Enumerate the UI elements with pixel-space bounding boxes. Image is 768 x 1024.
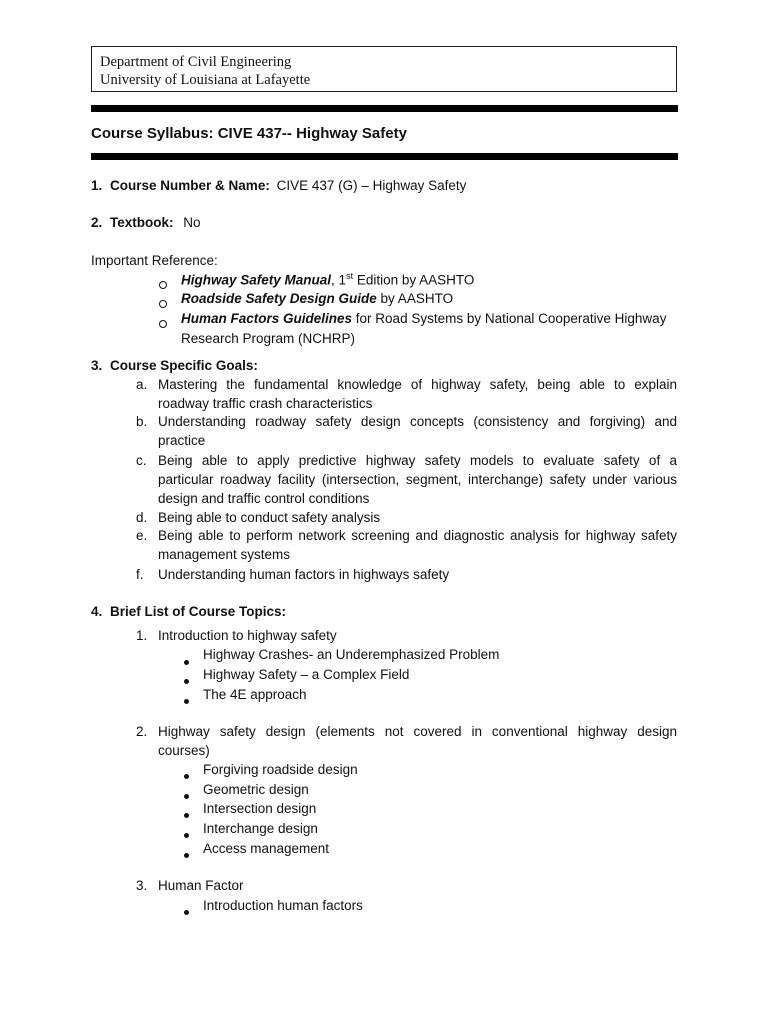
subtopic-item: Geometric design [203, 782, 309, 797]
circle-bullet-icon [159, 296, 167, 311]
goal-item: Mastering the fundamental knowledge of highway safety, being able to explain [158, 377, 677, 392]
top-rule [91, 105, 678, 112]
university-name: University of Louisiana at Lafayette [100, 72, 311, 88]
subtopic-item: Highway Crashes- an Underemphasized Problem [203, 647, 500, 662]
reference-item: Roadside Safety Design Guide by AASHTO [181, 291, 454, 306]
course-number-value: CIVE 437 (G) – Highway Safety [276, 178, 467, 193]
course-number-label: Course Number & Name [110, 178, 266, 193]
goal-letter: a. [136, 377, 148, 392]
goal-item: Understanding roadway safety design concepts (consistency and forgiving) and [158, 414, 677, 429]
goal-item: Being able to apply predictive highway safety models to evaluate safety of a [158, 453, 677, 468]
bullet-icon [184, 672, 189, 687]
course-number-section: 1. Course Number & Name: CIVE 437 (G) – Highway Safety [91, 178, 467, 193]
goal-item: Being able to perform network screening and diagnostic analysis for highway safety [158, 528, 677, 543]
bullet-icon [184, 653, 189, 668]
goal-item: Being able to conduct safety analysis [158, 510, 381, 525]
goal-item: Understanding human factors in highways safety [158, 567, 450, 582]
topic-item: Human Factor [158, 878, 244, 893]
goal-item-continued: particular roadway facility (intersection, segment, interchange) safety under various [158, 472, 677, 487]
subtopic-item: Access management [203, 841, 330, 856]
goal-item-continued: practice [158, 433, 206, 448]
reference-item-continued: Research Program (NCHRP) [181, 331, 356, 346]
circle-bullet-icon [159, 316, 167, 331]
bullet-icon [184, 826, 189, 841]
goal-letter: c. [136, 453, 147, 468]
bullet-icon [184, 767, 189, 782]
reference-item: Human Factors Guidelines for Road Systems by National Cooperative Highway [181, 311, 667, 326]
goal-item-continued: design and traffic control conditions [158, 491, 370, 506]
page-title: Course Syllabus: CIVE 437-- Highway Safety [91, 125, 407, 142]
topic-number: 1. [136, 628, 148, 643]
goal-letter: f. [136, 567, 144, 582]
goal-item-continued: management systems [158, 547, 291, 562]
section-number: 1. [91, 178, 103, 193]
goal-letter: e. [136, 528, 148, 543]
textbook-section [91, 215, 201, 230]
subtopic-item: Highway Safety – a Complex Field [203, 667, 410, 682]
goal-item-continued: roadway traffic crash characteristics [158, 396, 373, 411]
subtopic-item: Forgiving roadside design [203, 762, 358, 777]
subtopic-item: The 4E approach [203, 687, 307, 702]
subtopic-item: Intersection design [203, 801, 317, 816]
bullet-icon [184, 692, 189, 707]
topic-number: 2. [136, 724, 148, 739]
topics-heading: 4. Brief List of Course Topics: [91, 604, 287, 619]
topic-item: Highway safety design (elements not covered in conventional highway design [158, 724, 677, 739]
department-header-box [91, 46, 677, 92]
bottom-rule [91, 153, 678, 160]
bullet-icon [184, 806, 189, 821]
bullet-icon [184, 846, 189, 861]
goal-letter: d. [136, 510, 148, 525]
circle-bullet-icon [159, 277, 167, 292]
topic-item-continued: courses) [158, 743, 210, 758]
textbook-value: No [183, 215, 201, 230]
department-name: Department of Civil Engineering [100, 54, 292, 70]
reference-item: Highway Safety Manual, 1st Edition by AASHTO [181, 271, 475, 288]
subtopic-item: Interchange design [203, 821, 318, 836]
subtopic-item: Introduction human factors [203, 898, 363, 913]
goals-heading: 3. Course Specific Goals: [91, 358, 258, 373]
topic-item: Introduction to highway safety [158, 628, 337, 643]
reference-label: Important Reference: [91, 253, 218, 268]
goal-letter: b. [136, 414, 148, 429]
topic-number: 3. [136, 878, 148, 893]
bullet-icon [184, 903, 189, 918]
textbook-label: Textbook: [110, 215, 174, 230]
section-number: 2. [91, 215, 103, 230]
bullet-icon [184, 787, 189, 802]
